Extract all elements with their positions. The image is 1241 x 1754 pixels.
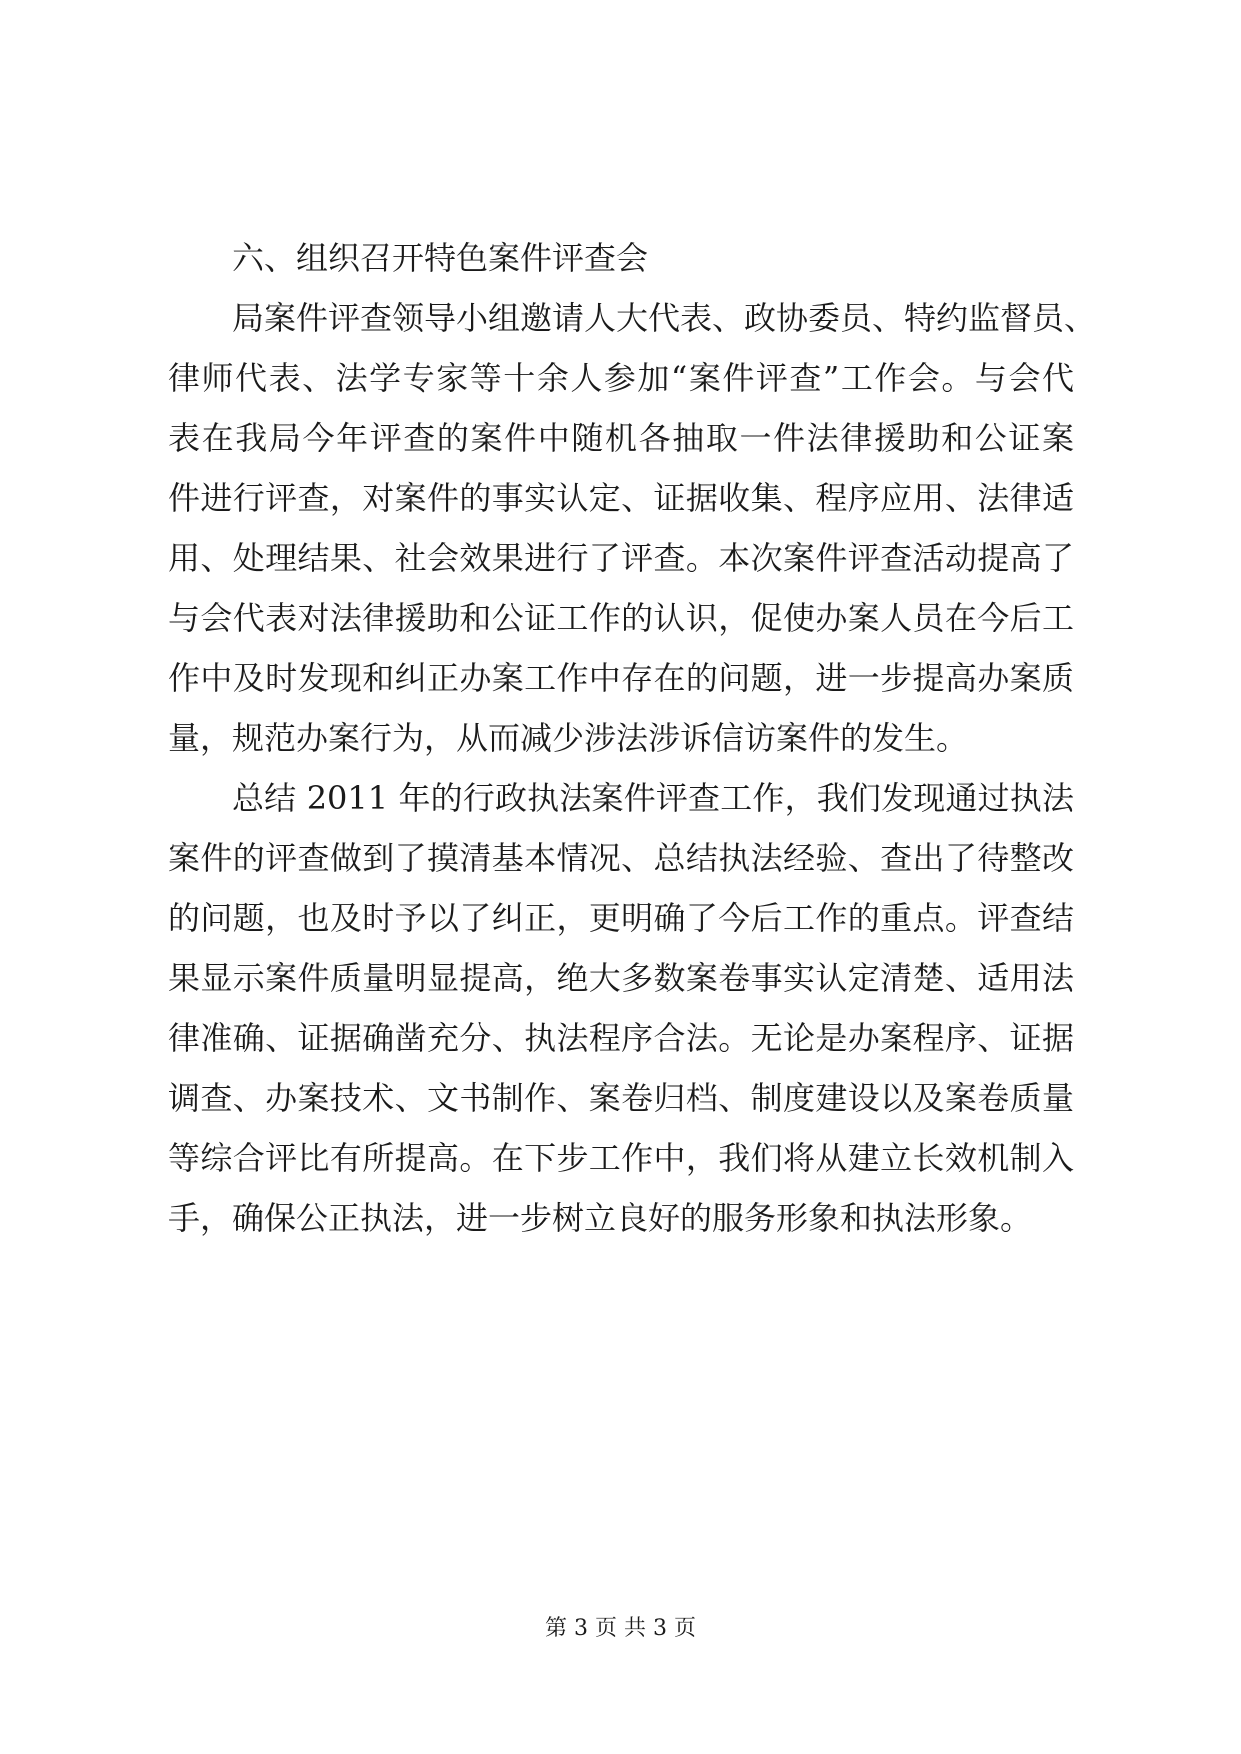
paragraph-line: 律准确、证据确凿充分、执法程序合法。无论是办案程序、证据 [168, 1019, 1074, 1057]
paragraph-line: 手，确保公正执法，进一步树立良好的服务形象和执法形象。 [168, 1199, 1033, 1237]
paragraph-line: 用、处理结果、社会效果进行了评查。本次案件评查活动提高了 [168, 539, 1074, 577]
paragraph-line: 调查、办案技术、文书制作、案卷归档、制度建设以及案卷质量 [168, 1079, 1074, 1117]
paragraph-line: 案件的评查做到了摸清基本情况、总结执法经验、查出了待整改 [168, 839, 1074, 877]
paragraph-line: 等综合评比有所提高。在下步工作中，我们将从建立长效机制入 [168, 1139, 1074, 1177]
paragraph-line: 律师代表、法学专家等十余人参加“案件评查”工作会。与会代 [168, 359, 1074, 397]
paragraph-line: 的问题，也及时予以了纠正，更明确了今后工作的重点。评查结 [168, 899, 1074, 937]
paragraph-line: 与会代表对法律援助和公证工作的认识，促使办案人员在今后工 [168, 599, 1074, 637]
paragraph-line: 果显示案件质量明显提高，绝大多数案卷事实认定清楚、适用法 [168, 959, 1074, 997]
paragraph-line: 总结 2011 年的行政执法案件评查工作，我们发现通过执法 [232, 779, 1074, 817]
paragraph-line: 件进行评查，对案件的事实认定、证据收集、程序应用、法律适 [168, 479, 1074, 517]
section-heading: 六、组织召开特色案件评查会 [232, 239, 649, 277]
paragraph-line: 作中及时发现和纠正办案工作中存在的问题，进一步提高办案质 [168, 659, 1074, 697]
paragraph-line: 表在我局今年评查的案件中随机各抽取一件法律援助和公证案 [168, 419, 1074, 457]
paragraph-line: 局案件评查领导小组邀请人大代表、政协委员、特约监督员、 [232, 299, 1097, 337]
paragraph-line: 量，规范办案行为，从而减少涉法涉诉信访案件的发生。 [168, 719, 969, 757]
page-footer: 第 3 页 共 3 页 [545, 1616, 696, 1641]
